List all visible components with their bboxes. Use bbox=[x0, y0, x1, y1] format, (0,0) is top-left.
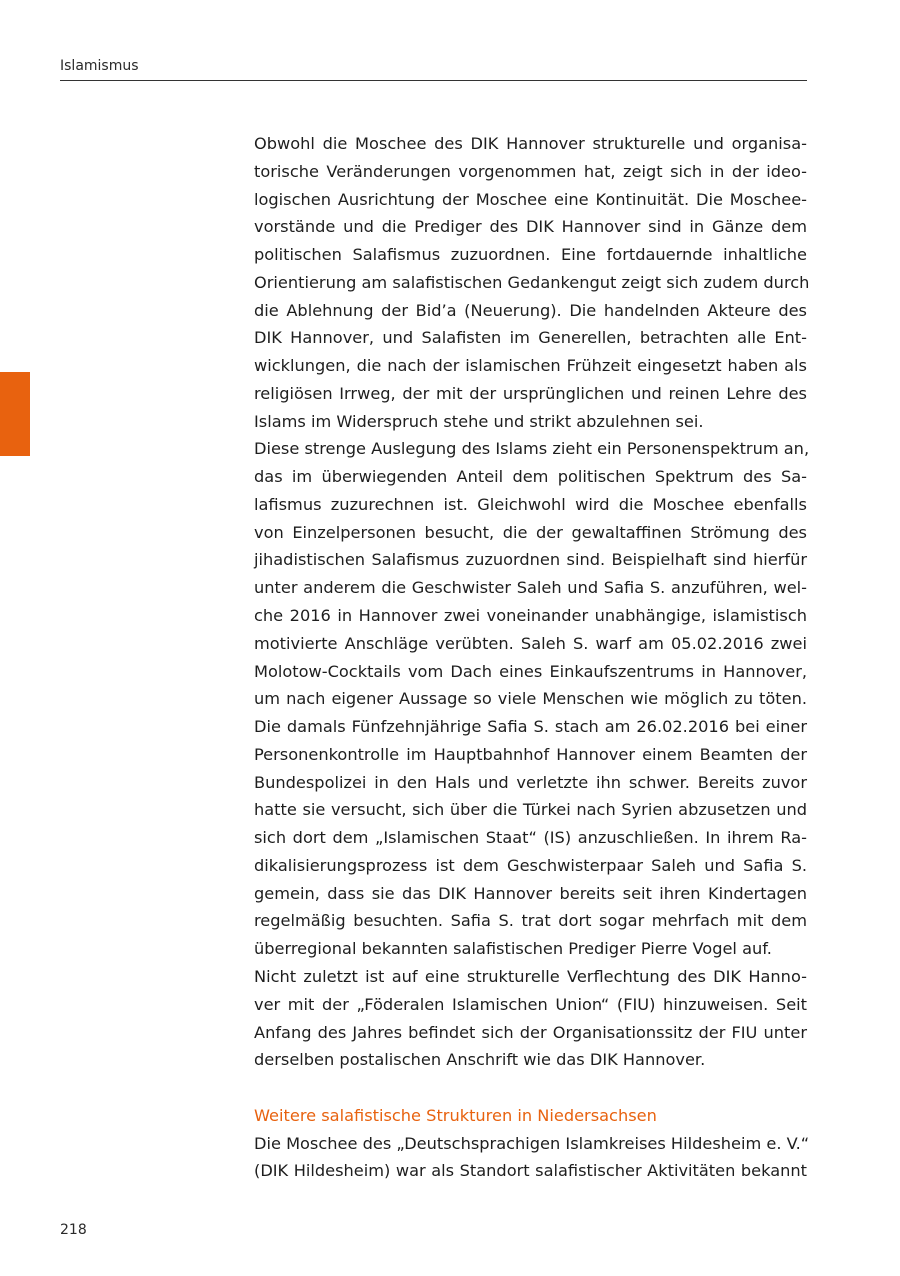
text-line: che 2016 in Hannover zwei voneinander unabhängige, islamistisch bbox=[254, 606, 807, 626]
text-line: Die Moschee des „Deutschsprachigen Islamkreises Hildesheim e. V.“ bbox=[254, 1133, 810, 1153]
text-line: lafismus zuzurechnen ist. Gleichwohl wird die Moschee ebenfalls bbox=[254, 494, 807, 514]
text-line: Personenkontrolle im Hauptbahnhof Hannover einem Beamten der bbox=[254, 744, 807, 764]
text-line: Diese strenge Auslegung des Islams zieht ein Personenspektrum an, bbox=[254, 439, 810, 459]
running-header-title: Islamismus bbox=[60, 58, 139, 74]
text-line: motivierte Anschläge verübten. Saleh S. warf am 05.02.2016 zwei bbox=[254, 633, 807, 653]
text-line: torische Veränderungen vorgenommen hat, zeigt sich in der ideo- bbox=[254, 161, 807, 181]
text-line: logischen Ausrichtung der Moschee eine Kontinuität. Die Moschee- bbox=[254, 189, 807, 209]
text-line: DIK Hannover, und Salafisten im Generellen, betrachten alle Ent- bbox=[254, 328, 807, 348]
body-text bbox=[254, 130, 810, 1185]
section-heading: Weitere salafistische Strukturen in Niedersachsen bbox=[254, 1105, 657, 1125]
paragraph-1 bbox=[254, 130, 810, 435]
text-line: wicklungen, die nach der islamischen Frühzeit eingesetzt haben als bbox=[254, 356, 807, 376]
text-line: (DIK Hildesheim) war als Standort salafistischer Aktivitäten bekannt bbox=[254, 1161, 807, 1181]
text-line: hatte sie versucht, sich über die Türkei nach Syrien abzusetzen und bbox=[254, 800, 807, 820]
text-line: ver mit der „Föderalen Islamischen Union“ (FIU) hinzuweisen. Seit bbox=[254, 994, 807, 1014]
text-line: Die damals Fünfzehnjährige Safia S. stach am 26.02.2016 bei einer bbox=[254, 717, 807, 737]
text-line: Anfang des Jahres befindet sich der Organisationssitz der FIU unter bbox=[254, 1022, 807, 1042]
paragraph-4 bbox=[254, 1130, 810, 1186]
paragraph-3 bbox=[254, 963, 807, 1074]
text-line: derselben postalischen Anschrift wie das DIK Hannover. bbox=[254, 1050, 706, 1070]
text-line: jihadistischen Salafismus zuzuordnen sind. Beispielhaft sind hierfür bbox=[254, 550, 807, 570]
text-line: Islams im Widerspruch stehe und strikt abzulehnen sei. bbox=[254, 411, 704, 431]
text-line: Molotow-Cocktails vom Dach eines Einkaufszentrums in Hannover, bbox=[254, 661, 807, 681]
text-line: regelmäßig besuchten. Safia S. trat dort sogar mehrfach mit dem bbox=[254, 911, 807, 931]
text-line: politischen Salafismus zuzuordnen. Eine fortdauernde inhaltliche bbox=[254, 245, 807, 265]
text-line: vorstände und die Prediger des DIK Hannover sind in Gänze dem bbox=[254, 217, 807, 237]
text-line: unter anderem die Geschwister Saleh und Safia S. anzuführen, wel- bbox=[254, 578, 807, 598]
text-line: das im überwiegenden Anteil dem politischen Spektrum des Sa- bbox=[254, 467, 807, 487]
text-line: um nach eigener Aussage so viele Menschen wie möglich zu töten. bbox=[254, 689, 807, 709]
section-spacer bbox=[254, 1074, 807, 1102]
text-line: sich dort dem „Islamischen Staat“ (IS) anzuschließen. In ihrem Ra- bbox=[254, 828, 807, 848]
text-line: dikalisierungsprozess ist dem Geschwisterpaar Saleh und Safia S. bbox=[254, 855, 807, 875]
text-line: überregional bekannten salafistischen Prediger Pierre Vogel auf. bbox=[254, 939, 772, 959]
text-line: gemein, dass sie das DIK Hannover bereits seit ihren Kindertagen bbox=[254, 883, 807, 903]
text-line: religiösen Irrweg, der mit der ursprünglichen und reinen Lehre des bbox=[254, 383, 807, 403]
text-line: Nicht zuletzt ist auf eine strukturelle Verflechtung des DIK Hanno- bbox=[254, 966, 807, 986]
text-line: Orientierung am salafistischen Gedankengut zeigt sich zudem durch bbox=[254, 272, 810, 292]
text-line: Bundespolizei in den Hals und verletzte ihn schwer. Bereits zuvor bbox=[254, 772, 807, 792]
page-number: 218 bbox=[60, 1222, 87, 1238]
text-line: Obwohl die Moschee des DIK Hannover strukturelle und organisa- bbox=[254, 134, 807, 153]
text-line: von Einzelpersonen besucht, die der gewaltaffinen Strömung des bbox=[254, 522, 807, 542]
text-line: die Ablehnung der Bid’a (Neuerung). Die handelnden Akteure des bbox=[254, 300, 807, 320]
header-rule bbox=[60, 80, 807, 81]
paragraph-2 bbox=[254, 435, 810, 963]
chapter-marker-tab bbox=[0, 372, 30, 456]
